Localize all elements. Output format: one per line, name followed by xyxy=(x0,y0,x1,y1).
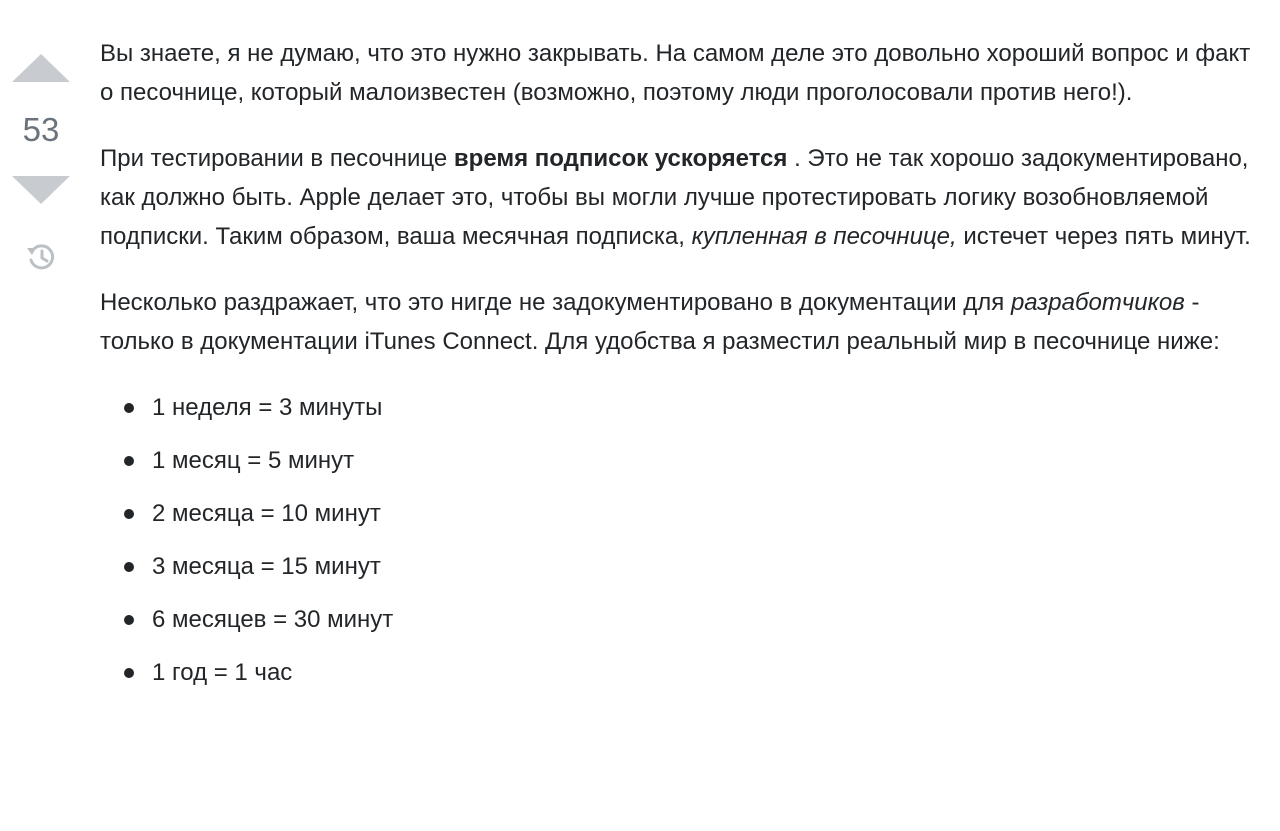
bullet-icon xyxy=(124,509,134,519)
list-item-text: 6 месяцев = 30 минут xyxy=(152,606,394,633)
answer-body xyxy=(100,34,1270,706)
downvote-button[interactable] xyxy=(12,176,70,204)
history-button[interactable] xyxy=(24,240,58,274)
paragraph-3-text-end: - только в документации iTunes Connect. Для удобства я разместил реальный мир в песочнице ниже: xyxy=(100,289,1220,355)
list-item xyxy=(100,653,1270,706)
upvote-button[interactable] xyxy=(12,54,70,82)
triangle-up-icon xyxy=(12,54,70,82)
paragraph-2-text-middle: . Это не так хорошо задокументировано, как должно быть. Apple делает это, чтобы вы могли лучше протестировать логику возобновляемой подписки. Таким образом, ваша месячная подписка, xyxy=(100,145,1249,250)
paragraph-2-bold-text: время подписок ускоряется xyxy=(453,145,788,172)
list-item-text: 3 месяца = 15 минут xyxy=(152,553,381,580)
vote-count: 53 xyxy=(22,111,60,148)
list-item xyxy=(100,600,1270,653)
paragraph-1-text: Вы знаете, я не думаю, что это нужно закрывать. На самом деле это довольно хороший вопрос и факт о песочнице, который малоизвестен (возможно, поэтому люди проголосовали против него!). xyxy=(100,40,1251,106)
list-item xyxy=(100,494,1270,547)
bullet-icon xyxy=(124,403,134,413)
bullet-icon xyxy=(124,562,134,572)
paragraph-3-italic-text: разработчиков xyxy=(1010,289,1185,316)
paragraph-2-text-start: При тестировании в песочнице xyxy=(100,145,454,172)
answer-paragraph-3 xyxy=(100,283,1270,361)
paragraph-3-text-start: Несколько раздражает, что это нигде не задокументировано в документации для xyxy=(100,289,1011,316)
bullet-icon xyxy=(124,668,134,678)
list-item xyxy=(100,388,1270,441)
duration-list xyxy=(100,388,1270,706)
list-item xyxy=(100,547,1270,600)
list-item-text: 2 месяца = 10 минут xyxy=(152,500,381,527)
triangle-down-icon xyxy=(12,176,70,204)
history-icon xyxy=(24,240,58,274)
list-item-text: 1 месяц = 5 минут xyxy=(152,447,355,474)
list-item-text: 1 год = 1 час xyxy=(152,659,293,686)
paragraph-2-text-end: истечет через пять минут. xyxy=(956,223,1251,250)
answer-paragraph-1 xyxy=(100,34,1270,112)
bullet-icon xyxy=(124,615,134,625)
list-item xyxy=(100,441,1270,494)
paragraph-2-italic-text: купленная в песочнице, xyxy=(691,223,957,250)
bullet-icon xyxy=(124,456,134,466)
answer-paragraph-2 xyxy=(100,139,1270,256)
list-item-text: 1 неделя = 3 минуты xyxy=(152,394,383,421)
vote-column xyxy=(0,0,82,300)
